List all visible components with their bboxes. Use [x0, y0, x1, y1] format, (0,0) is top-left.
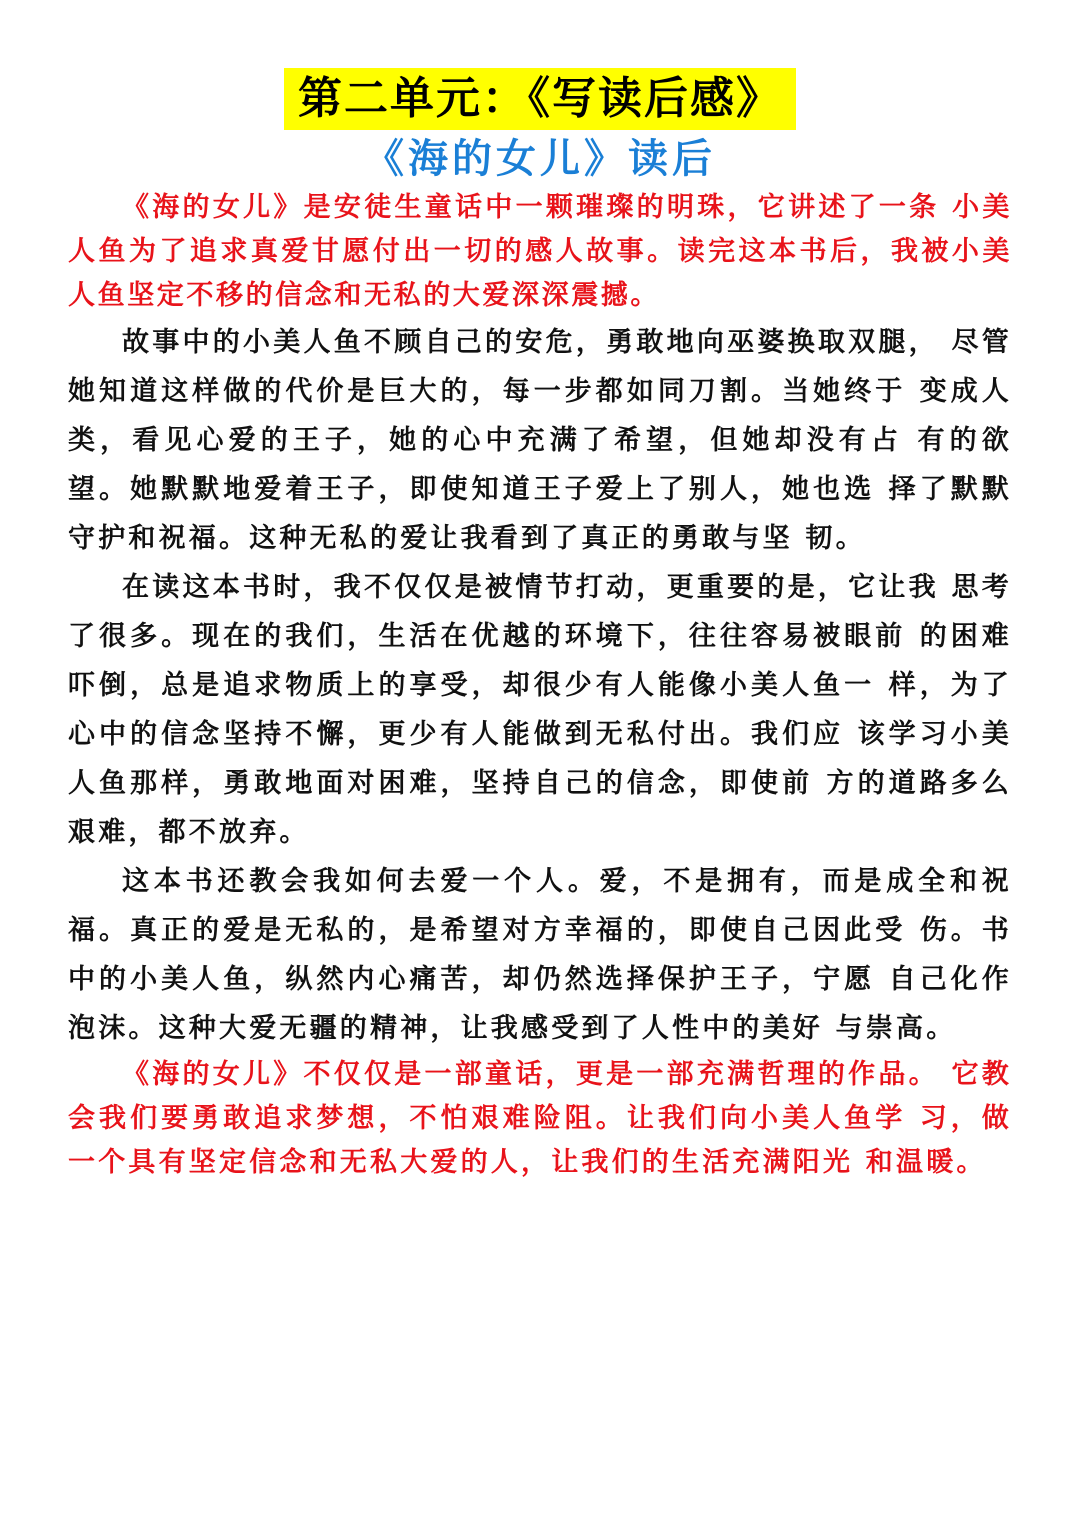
body-paragraph-1: 故事中的小美人鱼不顾自己的安危，勇敢地向巫婆换取双腿， 尽管她知道这样做的代价是巨大的，每一步都如同刀割。当她终于 变成人类，看见心爱的王子，她的心中充满了希望，但她却没有占 有的欲望。她默默地爱着王子，即使知道王子爱上了别人，她也选 择了默默守护和祝福。这种无私的爱让我看到了真正的勇敢与坚 韧。: [68, 327, 1012, 554]
body-paragraph-2: 在读这本书时，我不仅仅是被情节打动，更重要的是，它让我 思考了很多。现在的我们，生活在优越的环境下，往往容易被眼前 的困难吓倒，总是追求物质上的享受，却很少有人能像小美人鱼一 样，为了心中的信念坚持不懈，更少有人能做到无私付出。我们应 该学习小美人鱼那样，勇敢地面对困难，坚持自己的信念，即使前 方的道路多么艰难，都不放弃。: [68, 572, 1012, 848]
unit-title: 第二单元：《写读后感》: [284, 68, 796, 130]
essay-subtitle: 《海的女儿》读后: [364, 135, 716, 182]
essay-body: [68, 186, 1012, 1185]
conclusion-paragraph: 《海的女儿》不仅仅是一部童话，更是一部充满哲理的作品。 它教会我们要勇敢追求梦想，不怕艰难险阻。让我们向小美人鱼学 习，做一个具有坚定信念和无私大爱的人，让我们的生活充满阳光 和温暖。: [68, 1059, 1012, 1178]
title-container: [0, 68, 1080, 130]
body-paragraph-3: 这本书还教会我如何去爱一个人。爱，不是拥有，而是成全和祝福。真正的爱是无私的，是希望对方幸福的，即使自己因此受 伤。书中的小美人鱼，纵然内心痛苦，却仍然选择保护王子，宁愿 自己化作泡沫。这种大爱无疆的精神，让我感受到了人性中的美好 与崇高。: [68, 866, 1012, 1044]
intro-paragraph: 《海的女儿》是安徒生童话中一颗璀璨的明珠，它讲述了一条 小美人鱼为了追求真爱甘愿付出一切的感人故事。读完这本书后，我被小美人鱼坚定不移的信念和无私的大爱深深震撼。: [68, 192, 1012, 311]
